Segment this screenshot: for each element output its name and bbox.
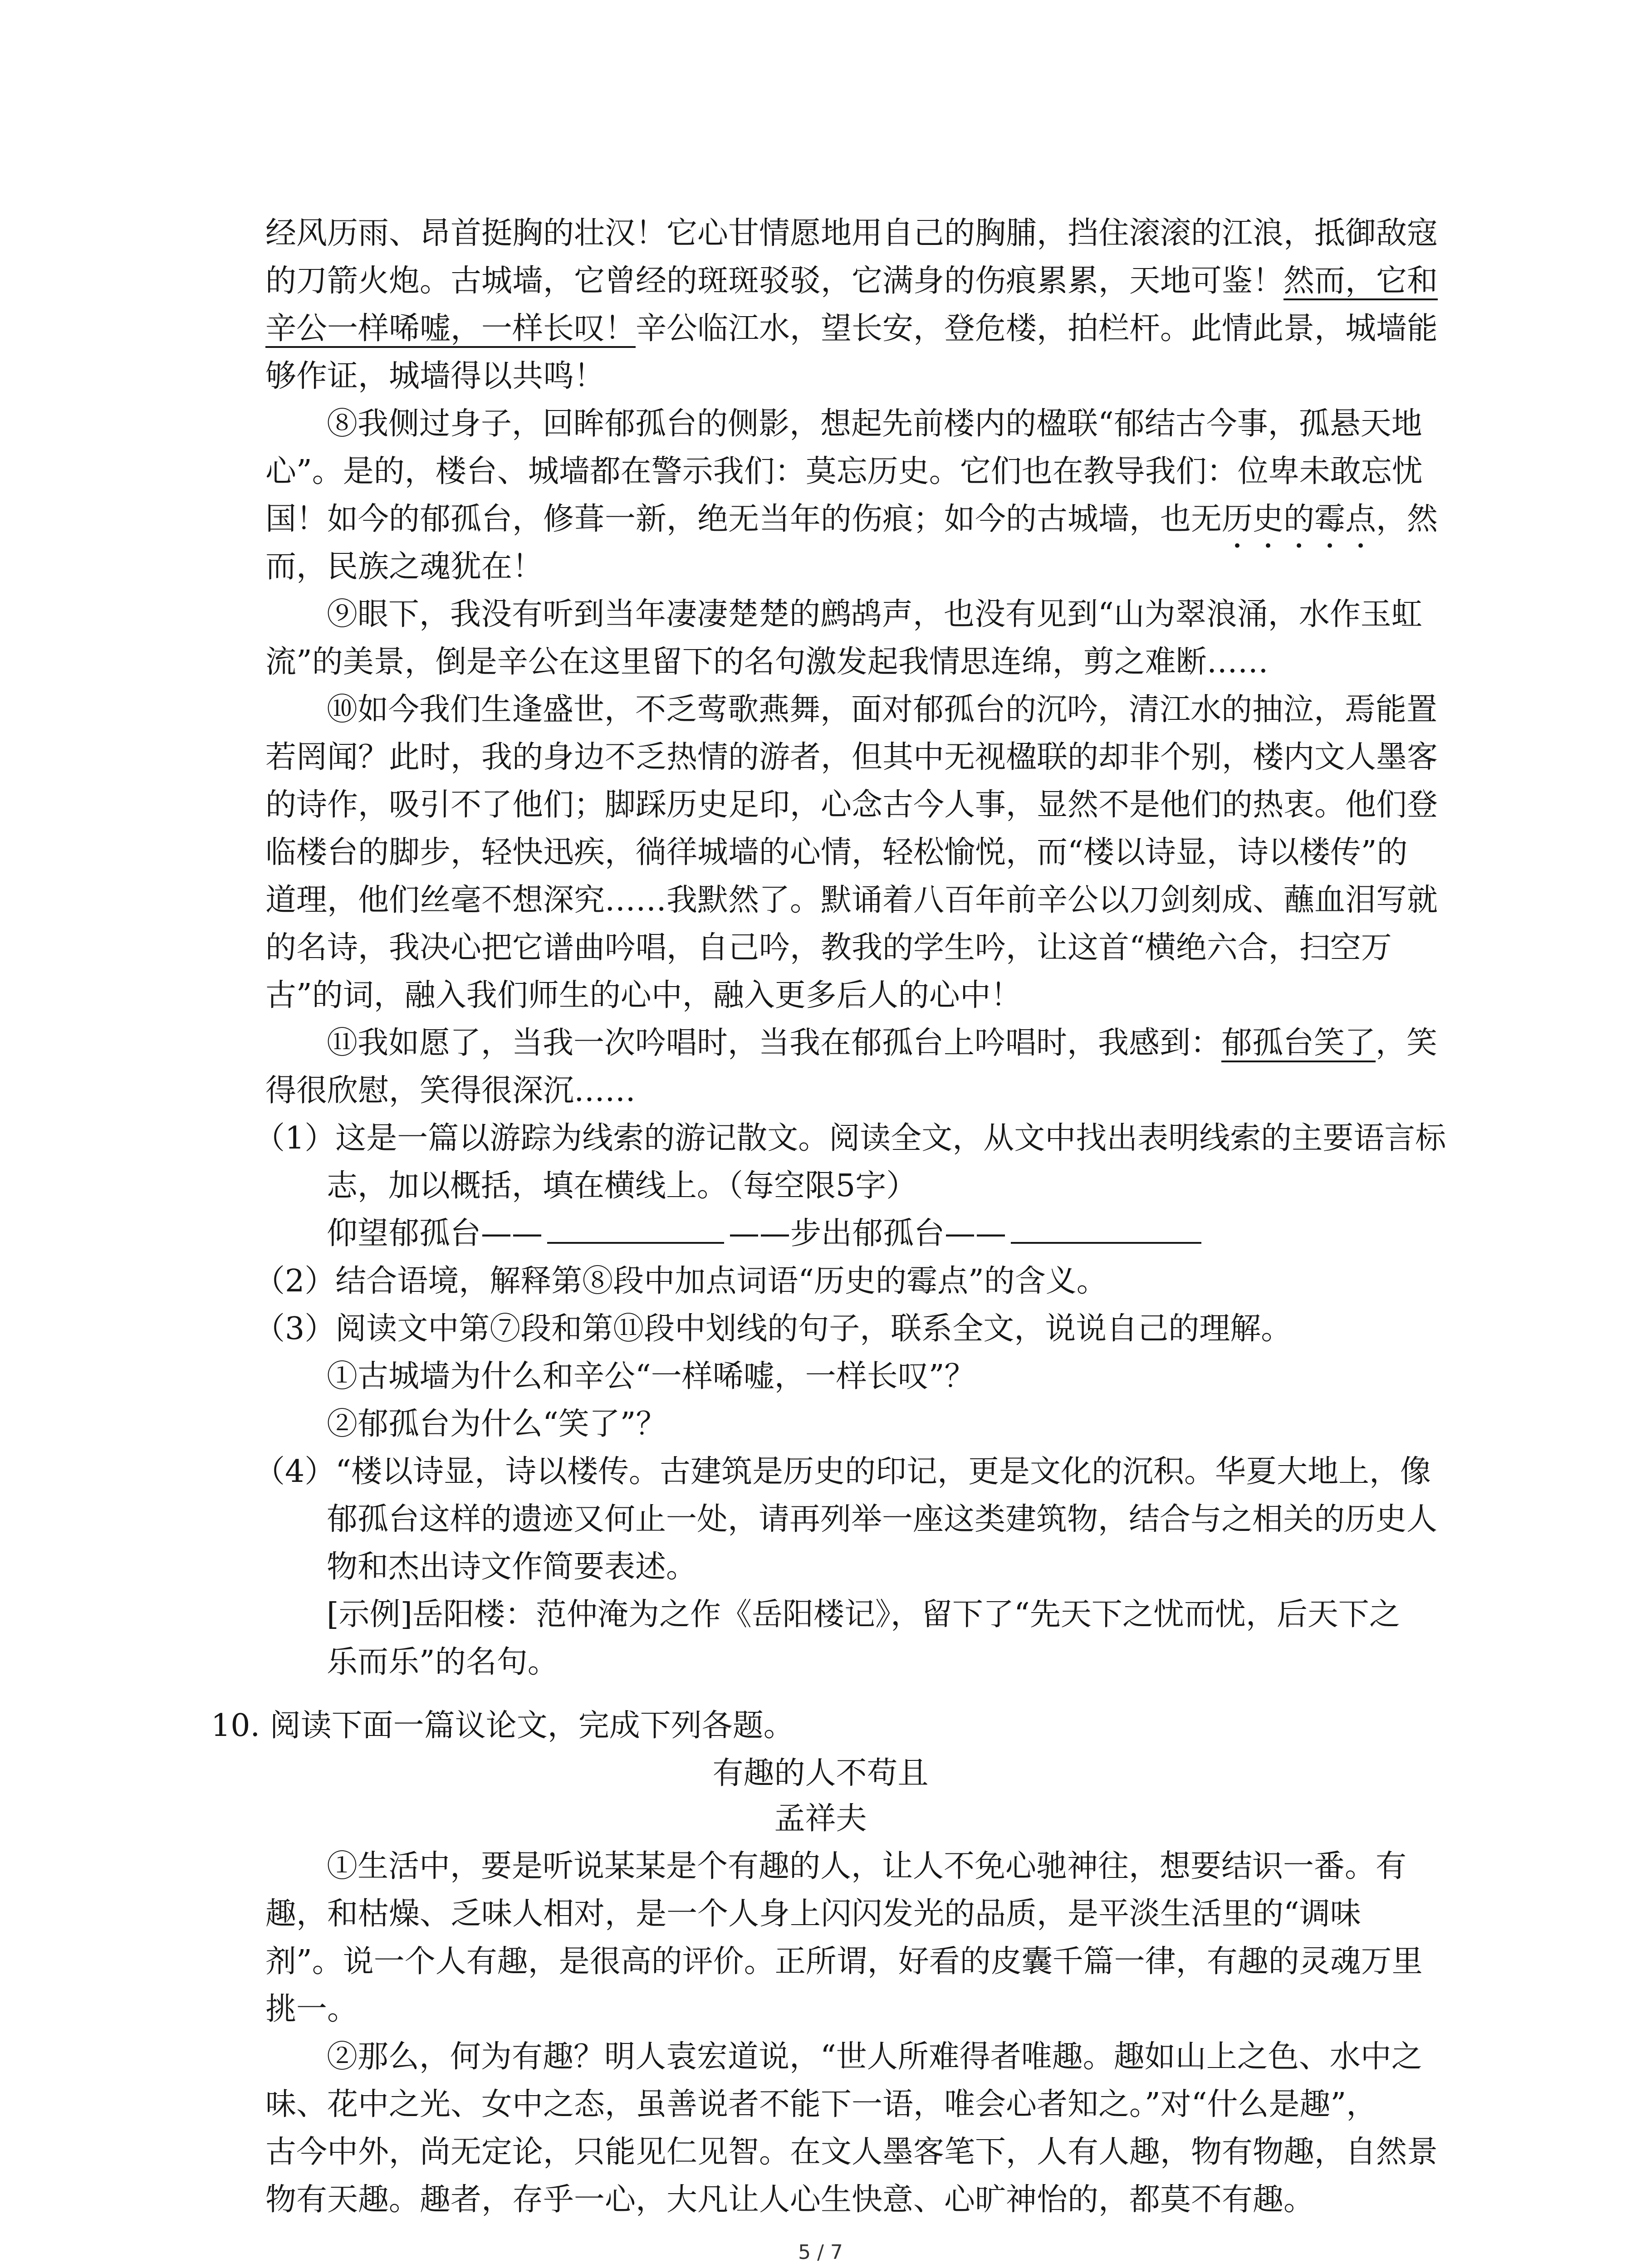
- para10-line5: 道理，他们丝毫不想深究……我默然了。默诵着八百年前辛公以刀剑刻成、蘸血泪写就: [265, 882, 1438, 918]
- question-3-sub2: ②郁孤台为什么“笑了”？: [327, 1406, 667, 1442]
- article-para2-line3: 古今中外，尚无定论，只能见仁见智。在文人墨客笔下，人有人趣，物有物趣，自然景: [265, 2134, 1438, 2170]
- article-title: 有趣的人不苟且: [712, 1755, 929, 1791]
- article-para1-line4: 挑一。: [265, 1991, 358, 2027]
- chain-start: 仰望郁孤台——: [327, 1216, 543, 1251]
- para7-line2-text: 的刀箭火炮。古城墙，它曾经的斑斑驳驳，它满身的伤痕累累，天地可鉴！: [265, 263, 1284, 299]
- para8-line4: 而，民族之魂犹在！: [265, 549, 544, 585]
- para7-line4: 够作证，城墙得以共鸣！: [265, 358, 605, 394]
- para10-line6: 的名诗，我决心把它谱曲吟唱，自己吟，教我的学生吟，让这首“横绝六合，扫空万: [265, 930, 1392, 966]
- question-3-line1: （3）阅读文中第⑦段和第⑪段中划线的句子，联系全文，说说自己的理解。: [254, 1311, 1292, 1347]
- answer-blank-1[interactable]: [547, 1210, 724, 1244]
- question-4-line2: 郁孤台这样的遗迹又何止一处，请再列举一座这类建筑物，结合与之相关的历史人: [327, 1501, 1438, 1537]
- para10-line2: 若罔闻？此时，我的身边不乏热情的游者，但其中无视楹联的却非个别，楼内文人墨客: [265, 739, 1438, 775]
- para7-line3-text: 辛公临江水，望长安，登危楼，拍栏杆。此情此景，城墙能: [636, 311, 1438, 347]
- question-4-example-line1: [示例]岳阳楼：范仲淹为之作《岳阳楼记》，留下了“先天下之忧而忧，后天下之: [327, 1597, 1400, 1633]
- article-author: 孟祥夫: [774, 1801, 867, 1837]
- question-4-line3: 物和杰出诗文作简要表述。: [327, 1549, 697, 1585]
- question-2: （2）结合语境，解释第⑧段中加点词语“历史的霉点”的含义。: [254, 1263, 1107, 1299]
- para7-line3: [265, 302, 1438, 356]
- para8-line3-end: ，然: [1376, 501, 1438, 537]
- dotted-phrase: 历史的霉点: [1222, 501, 1376, 537]
- question-1-line1: （1）这是一篇以游踪为线索的游记散文。阅读全文，从文中找出表明线索的主要语言标: [254, 1120, 1446, 1156]
- para8-line1: ⑧我侧过身子，回眸郁孤台的侧影，想起先前楼内的楹联“郁结古今事，孤悬天地: [327, 406, 1422, 442]
- article-para2-line2: 味、花中之光、女中之态，虽善说者不能下一语，唯会心者知之。”对“什么是趣”，: [265, 2087, 1377, 2122]
- article-para2-line4: 物有天趣。趣者，存乎一心，大凡让人心生快意、心旷神怡的，都莫不有趣。: [265, 2182, 1315, 2218]
- answer-blank-2[interactable]: [1011, 1210, 1201, 1244]
- para9-line1: ⑨眼下，我没有听到当年凄凄楚楚的鹧鸪声，也没有见到“山为翠浪涌，水作玉虹: [327, 596, 1422, 632]
- page-number: 5 / 7: [798, 2241, 843, 2264]
- para10-line4: 临楼台的脚步，轻快迅疾，徜徉城墙的心情，轻松愉悦，而“楼以诗显，诗以楼传”的: [265, 835, 1408, 870]
- para10-line7: 古”的词，融入我们师生的心中，融入更多后人的心中！: [265, 978, 1022, 1013]
- para7-line2: [265, 254, 1438, 308]
- para11-line2: 得很欣慰，笑得很深沉……: [265, 1073, 636, 1109]
- para9-line2: 流”的美景，倒是辛公在这里留下的名句激发起我情思连绵，剪之难断……: [265, 644, 1269, 680]
- article-para1-line2: 趣，和枯燥、乏味人相对，是一个人身上闪闪发光的品质，是平淡生活里的“调味: [265, 1896, 1361, 1932]
- question-4-example-line2: 乐而乐”的名句。: [327, 1644, 558, 1680]
- para11-line1-end: ，笑: [1376, 1025, 1438, 1061]
- question-1-line2: 志，加以概括，填在横线上。（每空限5字）: [327, 1168, 917, 1204]
- para7-underlined-start: 然而，它和: [1283, 263, 1438, 299]
- para11-line1-text: ⑪我如愿了，当我一次吟唱时，当我在郁孤台上吟唱时，我感到：: [327, 1025, 1222, 1061]
- chain-middle: ——步出郁孤台——: [729, 1216, 1007, 1251]
- para10-line3: 的诗作，吸引不了他们；脚踩历史足印，心念古今人事，显然不是他们的热衷。他们登: [265, 787, 1438, 823]
- question-10-stem: 10. 阅读下面一篇议论文，完成下列各题。: [211, 1708, 794, 1744]
- para8-line2: 心”。是的，楼台、城墙都在警示我们：莫忘历史。它们也在教导我们：位卑未敢忘忧: [265, 454, 1423, 489]
- para11-line1: [327, 1016, 1437, 1070]
- para7-line1: 经风历雨、昂首挺胸的壮汉！它心甘情愿地用自己的胸脯，挡住滚滚的江浪，抵御敌寇: [265, 215, 1438, 251]
- question-3-sub1: ①古城墙为什么和辛公“一样唏嘘，一样长叹”？: [327, 1359, 975, 1394]
- article-para2-line1: ②那么，何为有趣？明人袁宏道说，“世人所难得者唯趣。趣如山上之色、水中之: [327, 2039, 1422, 2075]
- para7-underlined-end: 辛公一样唏嘘，一样长叹！: [265, 311, 636, 347]
- para10-line1: ⑩如今我们生逢盛世，不乏莺歌燕舞，面对郁孤台的沉吟，清江水的抽泣，焉能置: [327, 692, 1438, 728]
- question-1-chain: [327, 1207, 1206, 1261]
- para8-line3-text: 国！如今的郁孤台，修葺一新，绝无当年的伤痕；如今的古城墙，也无: [265, 501, 1222, 537]
- article-para1-line3: 剂”。说一个人有趣，是很高的评价。正所谓，好看的皮囊千篇一律，有趣的灵魂万里: [265, 1944, 1423, 1980]
- para11-underlined: 郁孤台笑了: [1221, 1025, 1376, 1061]
- article-para1-line1: ①生活中，要是听说某某是个有趣的人，让人不免心驰神往，想要结识一番。有: [327, 1848, 1407, 1884]
- question-4-line1: （4）“楼以诗显，诗以楼传。古建筑是历史的印记，更是文化的沉积。华夏大地上，像: [254, 1454, 1431, 1490]
